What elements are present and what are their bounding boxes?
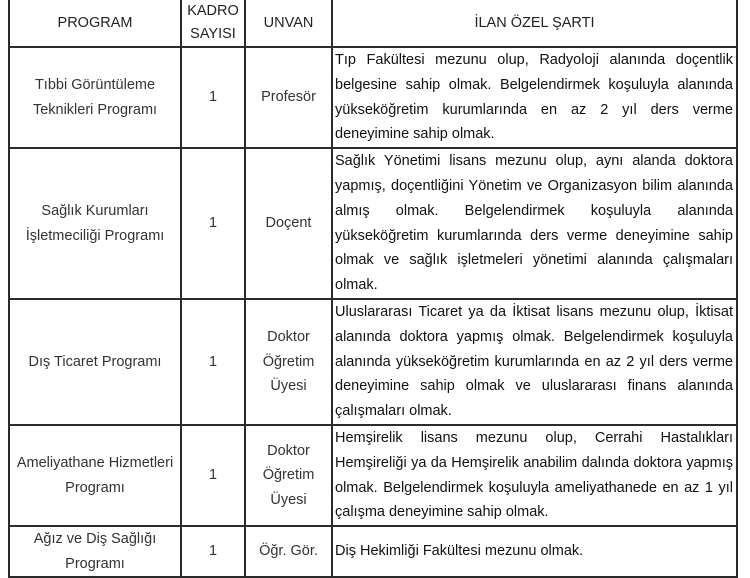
program-name-line: İşletmeciliği Programı <box>25 227 165 244</box>
header-unvan-label: UNVAN <box>263 14 314 31</box>
header-kadro-label-line2: SAYISI <box>190 26 236 42</box>
sart-cell: Sağlık Yönetimi lisans mezunu olup, aynı alanda doktora yapmış, doçentliğini Yönetim ve Organizasyon bilim alanında almış olmak. Belgelendirmek koşuluyla alanında yükseköğretim kurumlarında ders verme deneyimine sahip olmak ve sağlık işletmeleri yönetimi alanında çalışmaları olmak. <box>332 148 737 299</box>
unvan-cell <box>245 425 332 526</box>
kadro-cell: 1 <box>181 148 245 299</box>
header-kadro-label-line1: KADRO <box>187 3 239 19</box>
unvan-cell <box>245 47 332 148</box>
kadro-cell: 1 <box>181 425 245 526</box>
program-name-line: Programı <box>65 479 125 496</box>
unvan-line: Öğretim <box>262 353 315 370</box>
header-kadro-sayisi <box>181 0 245 47</box>
header-program <box>9 0 181 47</box>
unvan-line: Doktor <box>267 442 310 459</box>
header-sart-label: İLAN ÖZEL ŞARTI <box>474 14 595 31</box>
program-cell <box>9 47 181 148</box>
program-name-line: Ameliyathane Hizmetleri <box>16 455 174 472</box>
job-requirements-table <box>8 0 738 578</box>
program-name-line: Programı <box>65 555 125 572</box>
program-name-line: Teknikleri Programı <box>32 101 158 118</box>
header-ilan-ozel-sarti <box>332 0 737 47</box>
program-cell <box>9 299 181 425</box>
unvan-line: Öğretim <box>262 467 315 484</box>
unvan-line: Profesör <box>261 89 316 106</box>
header-program-label: PROGRAM <box>57 14 133 31</box>
unvan-line: Doktor <box>267 329 310 346</box>
unvan-cell <box>245 148 332 299</box>
kadro-cell: 1 <box>181 526 245 577</box>
program-name-line: Tıbbi Görüntüleme <box>34 77 156 94</box>
unvan-line: Doçent <box>265 215 312 232</box>
header-row <box>9 0 737 47</box>
sart-cell: Tıp Fakültesi mezunu olup, Radyoloji alanında doçentlik belgesine sahip olmak. Belgelendirmek koşuluyla alanında yükseköğretim kurumlarında en az 2 yıl ders verme deneyimine sahip olmak. <box>332 47 737 148</box>
unvan-cell <box>245 526 332 577</box>
table-row <box>9 526 737 577</box>
program-name-line: Dış Ticaret Programı <box>28 353 162 370</box>
kadro-cell: 1 <box>181 299 245 425</box>
program-cell <box>9 425 181 526</box>
unvan-cell <box>245 299 332 425</box>
table-row <box>9 425 737 526</box>
table-row <box>9 148 737 299</box>
program-name-line: Ağız ve Diş Sağlığı <box>33 531 157 548</box>
sart-cell: Diş Hekimliği Fakültesi mezunu olmak. <box>332 526 737 577</box>
unvan-line: Öğr. Gör. <box>259 543 318 560</box>
program-name-line: Sağlık Kurumları <box>41 203 149 220</box>
kadro-cell: 1 <box>181 47 245 148</box>
program-cell <box>9 526 181 577</box>
sart-cell: Hemşirelik lisans mezunu olup, Cerrahi Hastalıkları Hemşireliği ya da Hemşirelik anabilim dalında doktora yapmış olmak. Belgelendirmek koşuluyla ameliyathanede en az 1 yıl çalışma deneyimine sahip olmak. <box>332 425 737 526</box>
header-unvan <box>245 0 332 47</box>
unvan-line: Üyesi <box>270 491 307 508</box>
sart-cell: Uluslararası Ticaret ya da İktisat lisans mezunu olup, İktisat alanında doktora yapmış olmak. Belgelendirmek koşuluyla alanında yükseköğretim kurumlarında en az 2 yıl ders verme deneyimine sahip olmak ve uluslararası finans alanında çalışmaları olmak. <box>332 299 737 425</box>
program-cell <box>9 148 181 299</box>
table-row <box>9 299 737 425</box>
unvan-line: Üyesi <box>270 378 307 395</box>
table-row <box>9 47 737 148</box>
